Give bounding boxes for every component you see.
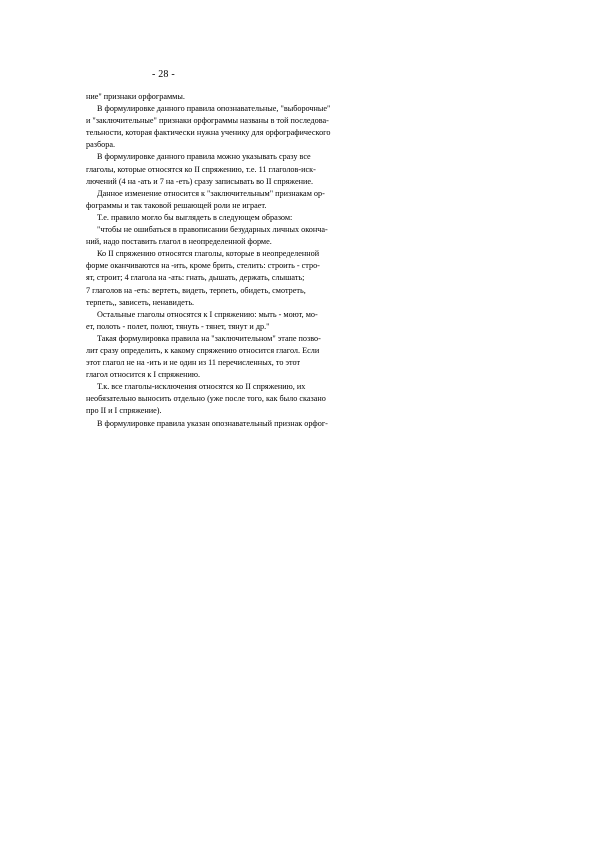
text-line: форме оканчиваются на -ить, кроме брить, стелить: строить - стро-: [86, 261, 320, 271]
text-line: ние" признаки орфограммы.: [86, 92, 185, 101]
text-line: лючений (4 на -ать и 7 на -еть) сразу записывать во II спряжение.: [86, 176, 314, 186]
text-line: В формулировке данного правила опознавательные, "выборочные": [97, 104, 331, 114]
text-line: терпеть,, зависеть, ненавидеть.: [86, 297, 195, 307]
text-line: Т.к. все глаголы-исключения относятся ко II спряжению, их: [97, 382, 306, 392]
text-line: В формулировке правила указан опознавательный признак орфог-: [97, 418, 328, 428]
page-number: - 28 -: [152, 69, 175, 80]
text-line: Данное изменение относится к "заключительным" признакам ор-: [97, 188, 325, 198]
text-line: тельности, которая фактически нужна ученику для орфографического: [86, 128, 331, 138]
text-line: ят, строит; 4 глагола на -ать: гнать, дышать, держать, слышать;: [86, 273, 305, 283]
text-line: про II и I спряжение).: [86, 406, 162, 416]
text-line: ет, полоть - полет, полют, тянуть - тянет, тянут и др.": [86, 321, 270, 331]
text-line: В формулировке данного правила можно указывать сразу все: [97, 152, 311, 162]
text-line: Т.е. правило могло бы выглядеть в следующем образом:: [97, 212, 293, 222]
text-line: Остальные глаголы относятся к I спряжению: мыть - моют, мо-: [97, 309, 318, 319]
text-line: лит сразу определить, к какому спряжению относится глагол. Если: [86, 345, 320, 355]
text-line: "чтобы не ошибаться в правописании безударных личных окончa-: [97, 225, 328, 235]
text-line: разбора.: [86, 140, 115, 150]
body-text: [86, 91, 396, 430]
text-line: и "заключительные" признаки орфограммы названы в той последова-: [86, 116, 329, 126]
text-line: глагол относится к I спряжению.: [86, 370, 201, 380]
text-line: 7 глаголов на -еть: вертеть, видеть, терпеть, обидеть, смотреть,: [86, 285, 306, 295]
text-line: фограммы и так таковой решающей роли не играет.: [86, 200, 267, 210]
text-line: Такая формулировка правила на "заключительном" этапе позво-: [97, 333, 321, 343]
text-line: ний, надо поставить глагол в неопределенной форме.: [86, 237, 272, 247]
text-line: Ко II спряжению относятся глаголы, которые в неопределенной: [97, 249, 320, 259]
text-line: этот глагол не на -ить и не один из 11 перечисленных, то этот: [86, 358, 301, 368]
text-line: необязательно выносить отдельно (уже после того, как было сказано: [86, 394, 326, 404]
text-line: глаголы, которые относятся ко II спряжению, т.е. 11 глаголов-иск-: [86, 164, 316, 174]
